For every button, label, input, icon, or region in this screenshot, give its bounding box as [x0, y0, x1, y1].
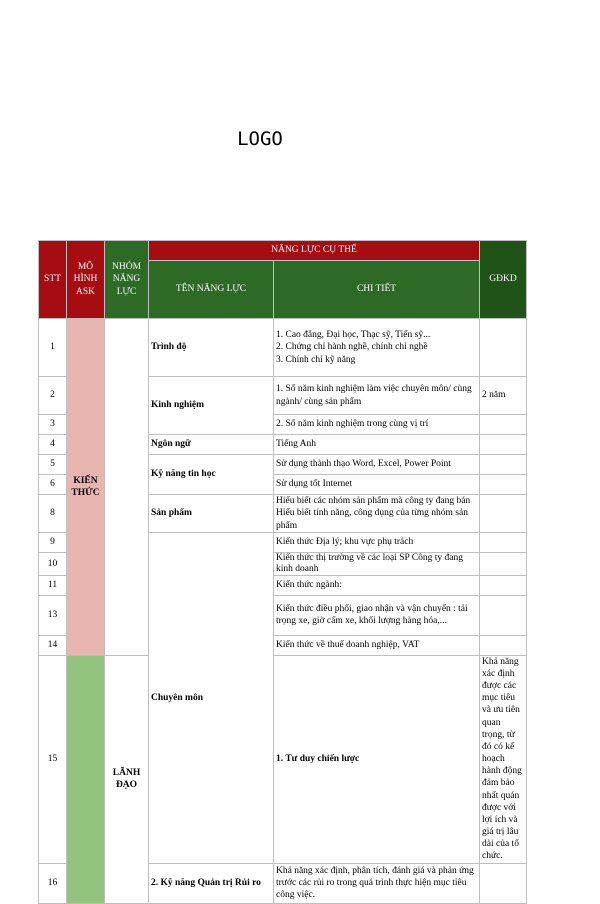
- row-gdkd: [480, 863, 527, 903]
- competency-table: [38, 240, 527, 904]
- competency-experience: Kinh nghiệm: [149, 377, 274, 435]
- row-detail: Khả năng xác định, phân tích, đánh giá và phản ứng trước các rủi ro trong quá trình thực hiện mục tiêu công việc.: [274, 863, 480, 903]
- row-stt: 13: [39, 595, 67, 635]
- header-ask-model: MÔ HÌNH ASK: [67, 241, 105, 319]
- row-stt: 8: [39, 495, 67, 533]
- row-stt: 1: [39, 319, 67, 377]
- competency-table-container: [38, 240, 527, 904]
- section-skills-color: [67, 655, 105, 903]
- competency-risk-management: 2. Kỹ năng Quản trị Rủi ro: [149, 863, 274, 903]
- row-gdkd: [480, 635, 527, 655]
- row-stt: 4: [39, 435, 67, 455]
- row-stt: 11: [39, 575, 67, 595]
- header-specific-competency: NĂNG LỰC CỤ THỂ: [149, 241, 480, 261]
- row-detail: Kiến thức ngành:: [274, 575, 480, 595]
- row-gdkd: [480, 575, 527, 595]
- row-gdkd: [480, 319, 527, 377]
- logo-text: LOGO: [237, 128, 283, 150]
- row-stt: 2: [39, 377, 67, 415]
- row-gdkd: [480, 455, 527, 475]
- row-stt: 16: [39, 863, 67, 903]
- row-stt: 9: [39, 533, 67, 553]
- competency-language: Ngôn ngữ: [149, 435, 274, 455]
- row-stt: 14: [39, 635, 67, 655]
- header-stt: STT: [39, 241, 67, 319]
- row-detail: Kiến thức Địa lý; khu vực phụ trách: [274, 533, 480, 553]
- row-detail: Kiến thức điều phối, giao nhận và vận chuyển : tải trọng xe, giờ cấm xe, khối lượng hàng hóa,...: [274, 595, 480, 635]
- competency-education: Trình độ: [149, 319, 274, 377]
- row-detail: 1. Số năm kinh nghiệm làm việc chuyên môn/ cùng ngành/ cùng sản phẩm: [274, 377, 480, 415]
- header-competency-name: TÊN NĂNG LỰC: [149, 261, 274, 319]
- competency-expertise: Chuyên môn: [149, 533, 274, 864]
- row-gdkd: [480, 533, 527, 553]
- row-detail: Hiểu biết các nhóm sản phẩm mà công ty đang bán Hiểu biết tính năng, công dụng của từng nhóm sản phẩm: [274, 495, 480, 533]
- row-stt: 3: [39, 415, 67, 435]
- section-leadership: LÃNH ĐẠO: [105, 655, 149, 903]
- row-gdkd: [480, 435, 527, 455]
- row-detail: Khả năng xác định được các mục tiêu và ưu tiên quan trọng, từ đó có kế hoạch hành động đảm bảo nhất quán được với lợi ích và giá trị lâu dài của tổ chức.: [480, 655, 527, 863]
- row-gdkd: 2 năm: [480, 377, 527, 415]
- header-competency-group: NHÓM NĂNG LỰC: [105, 241, 149, 319]
- group-cell-empty: [105, 319, 149, 656]
- row-stt: 6: [39, 475, 67, 495]
- row-gdkd: [480, 553, 527, 576]
- row-detail: 2. Số năm kinh nghiệm trong cùng vị trí: [274, 415, 480, 435]
- row-gdkd: [480, 415, 527, 435]
- row-detail: Kiến thức thị trường về các loại SP Công ty đang kinh doanh: [274, 553, 480, 576]
- row-stt: 15: [39, 655, 67, 863]
- row-detail: Sử dụng tốt Internet: [274, 475, 480, 495]
- row-gdkd: [480, 495, 527, 533]
- row-detail: Sử dụng thành thạo Word, Excel, Power Point: [274, 455, 480, 475]
- row-gdkd: [480, 595, 527, 635]
- header-gdkd: GĐKD: [480, 241, 527, 319]
- row-detail: Kiến thức về thuế doanh nghiệp, VAT: [274, 635, 480, 655]
- competency-it-skills: Kỹ năng tin học: [149, 455, 274, 495]
- row-gdkd: [480, 475, 527, 495]
- header-detail: CHI TIẾT: [274, 261, 480, 319]
- row-stt: 5: [39, 455, 67, 475]
- section-knowledge: KIẾN THỨC: [67, 319, 105, 656]
- competency-product: Sản phẩm: [149, 495, 274, 533]
- row-detail: Tiếng Anh: [274, 435, 480, 455]
- row-detail: 1. Cao đẳng, Đại học, Thạc sỹ, Tiến sỹ... 2. Chứng chỉ hành nghề, chính chỉ nghề 3. Chính chỉ kỹ năng: [274, 319, 480, 377]
- row-stt: 10: [39, 553, 67, 576]
- competency-strategic-thinking: 1. Tư duy chiến lược: [274, 655, 480, 863]
